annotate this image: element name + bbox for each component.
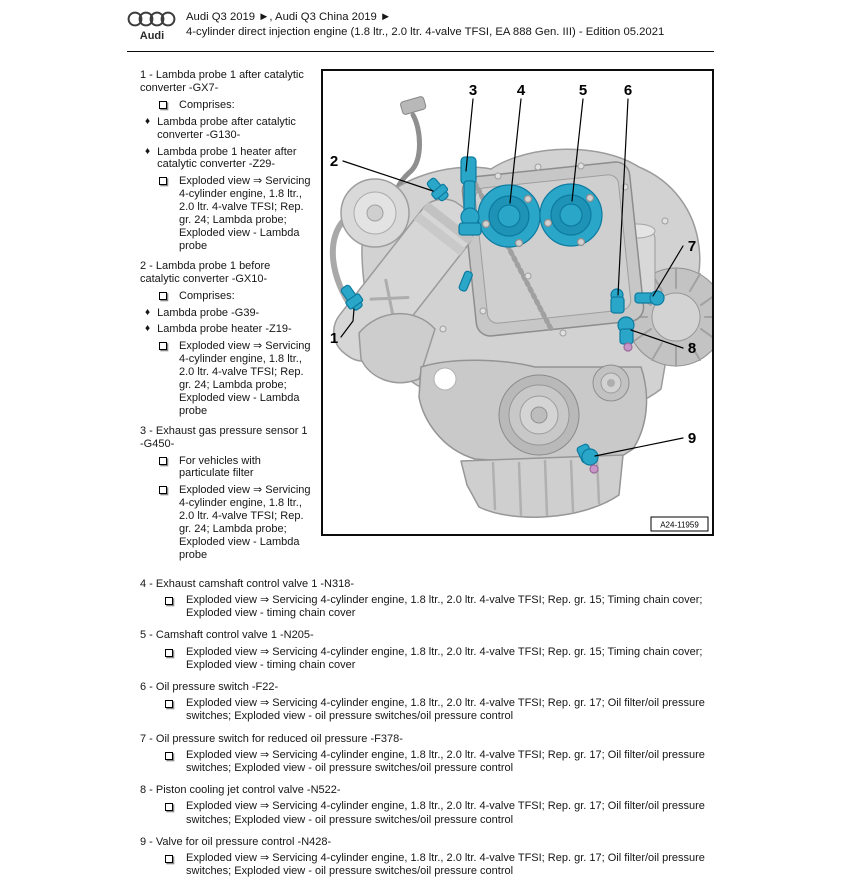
legend-row [140,852,714,878]
legend-row [140,455,313,481]
mount-hole [434,368,456,390]
callout-6-number: 6 [623,82,633,99]
legend-row [140,800,714,826]
highlighted-part-4 [478,185,540,247]
highlighted-part-7 [635,291,664,305]
legend-row-text: Exploded view ⇒ Servicing 4-cylinder engine, 1.8 ltr., 2.0 ltr. 4-valve TFSI; Rep. gr. 24; Lambda probe; Exploded view - Lambda probe [179,340,311,417]
legend-row-text: Comprises: [179,98,235,111]
square-bullet-icon [159,342,167,350]
legend-row [140,175,313,252]
legend-row [140,646,714,672]
legend-item [140,578,714,621]
highlighted-part-6 [611,289,624,313]
legend-item-title: 3 - Exhaust gas pressure sensor 1 -G450- [140,424,308,450]
legend-item-title: 2 - Lambda probe 1 before catalytic converter -GX10- [140,259,271,285]
crank-pulley [499,375,579,455]
legend-item-title: 7 - Oil pressure switch for reduced oil pressure -F378- [140,732,403,745]
audi-wordmark: Audi [139,30,165,42]
diamond-bullet-icon: ♦ [145,306,151,318]
highlighted-part-5 [540,184,602,246]
header-text [186,10,664,40]
vehicle-model-line: Audi Q3 2019 ►, Audi Q3 China 2019 ► [186,11,392,23]
diamond-bullet-icon: ♦ [145,145,151,157]
legend-item-title: 6 - Oil pressure switch -F22- [140,681,279,694]
legend-row-text: Lambda probe 1 heater after catalytic converter -Z29- [157,145,297,171]
square-bullet-icon [165,803,173,811]
legend-row-text: Exploded view ⇒ Servicing 4-cylinder engine, 1.8 ltr., 2.0 ltr. 4-valve TFSI; Rep. gr. 17; Oil filter/oil pressure switches; Exploded view - oil pressure switches/oil pressure control [186,800,705,826]
legend-row-text: For vehicles with particulate filter [179,454,261,480]
legend-row [140,323,313,336]
square-bullet-icon [159,457,167,465]
turbo-housing [341,179,409,247]
audi-logo [127,10,177,48]
legend-row [140,697,714,723]
legend-row [140,594,714,620]
diamond-bullet-icon: ♦ [145,323,151,335]
square-bullet-icon [165,597,173,605]
legend-item [140,629,714,672]
legend-row-text: Comprises: [179,289,235,302]
legend-item [140,784,714,827]
legend-row [140,749,714,775]
square-bullet-icon [165,855,173,863]
legend-row-text: Lambda probe heater -Z19- [157,323,292,336]
page-content [127,69,714,878]
square-bullet-icon [159,101,167,109]
engine-figure [321,69,714,536]
callout-3-number: 3 [468,82,478,99]
legend-row [140,307,313,320]
header-divider [127,51,714,52]
legend-item-title: 1 - Lambda probe 1 after catalytic converter -GX7- [140,69,304,94]
callout-1-number: 1 [329,330,339,347]
legend-row-text: Exploded view ⇒ Servicing 4-cylinder engine, 1.8 ltr., 2.0 ltr. 4-valve TFSI; Rep. gr. 24; Lambda probe; Exploded view - Lambda probe [179,175,311,252]
legend-row-text: Exploded view ⇒ Servicing 4-cylinder engine, 1.8 ltr., 2.0 ltr. 4-valve TFSI; Rep. gr. 24; Lambda probe; Exploded view - Lambda probe [179,484,311,561]
legend-row-text: Lambda probe -G39- [157,306,260,319]
legend-item-title: 9 - Valve for oil pressure control -N428- [140,835,332,848]
engine-subtitle-line: 4-cylinder direct injection engine (1.8 ltr., 2.0 ltr. 4-valve TFSI, EA 888 Gen. III) - Edition 05.2021 [186,26,665,38]
document-header [127,10,714,48]
legend-item [140,836,714,879]
legend-row [140,340,313,417]
oil-pan [461,455,623,517]
legend-row-text: Exploded view ⇒ Servicing 4-cylinder engine, 1.8 ltr., 2.0 ltr. 4-valve TFSI; Rep. gr. 15; Timing chain cover; Exploded view - timing chain cover [186,645,703,671]
legend-row [140,290,313,303]
legend-row-text: Lambda probe after catalytic converter -G130- [157,115,296,141]
manual-page [127,10,714,887]
harness-bracket [400,96,427,115]
callout-4-number: 4 [516,82,526,99]
square-bullet-icon [159,177,167,185]
square-bullet-icon [159,486,167,494]
legend-row [140,484,313,561]
legend-row [140,99,313,112]
legend-item [140,681,714,724]
legend-item-title: 5 - Camshaft control valve 1 -N205- [140,629,314,642]
legend-row [140,116,313,142]
square-bullet-icon [165,752,173,760]
square-bullet-icon [165,700,173,708]
audi-rings-icon [127,10,177,43]
idler-gear [593,365,629,401]
square-bullet-icon [165,649,173,657]
square-bullet-icon [159,292,167,300]
callout-2-number: 2 [329,153,339,170]
legend-item [140,733,714,776]
legend-row-text: Exploded view ⇒ Servicing 4-cylinder engine, 1.8 ltr., 2.0 ltr. 4-valve TFSI; Rep. gr. 17; Oil filter/oil pressure switches; Exploded view - oil pressure switches/oil pressure control [186,852,705,878]
callout-9-number: 9 [687,430,697,447]
diamond-bullet-icon: ♦ [145,115,151,127]
callout-7-number: 7 [687,238,697,255]
legend-row-text: Exploded view ⇒ Servicing 4-cylinder engine, 1.8 ltr., 2.0 ltr. 4-valve TFSI; Rep. gr. 15; Timing chain cover; Exploded view - timing chain cover [186,594,703,620]
figure-label-text: A24-11959 [660,520,699,530]
figure-label [651,517,708,531]
legend-bottom-list [140,569,714,879]
legend-row [140,146,313,172]
callout-8-number: 8 [687,340,697,357]
engine-illustration [323,71,712,534]
legend-row-text: Exploded view ⇒ Servicing 4-cylinder engine, 1.8 ltr., 2.0 ltr. 4-valve TFSI; Rep. gr. 17; Oil filter/oil pressure switches; Exploded view - oil pressure switches/oil pressure control [186,697,705,723]
callout-5-number: 5 [578,82,588,99]
legend-item-title: 4 - Exhaust camshaft control valve 1 -N318- [140,577,354,590]
legend-item-title: 8 - Piston cooling jet control valve -N522- [140,784,341,797]
legend-row-text: Exploded view ⇒ Servicing 4-cylinder engine, 1.8 ltr., 2.0 ltr. 4-valve TFSI; Rep. gr. 17; Oil filter/oil pressure switches; Exploded view - oil pressure switches/oil pressure control [186,748,705,775]
